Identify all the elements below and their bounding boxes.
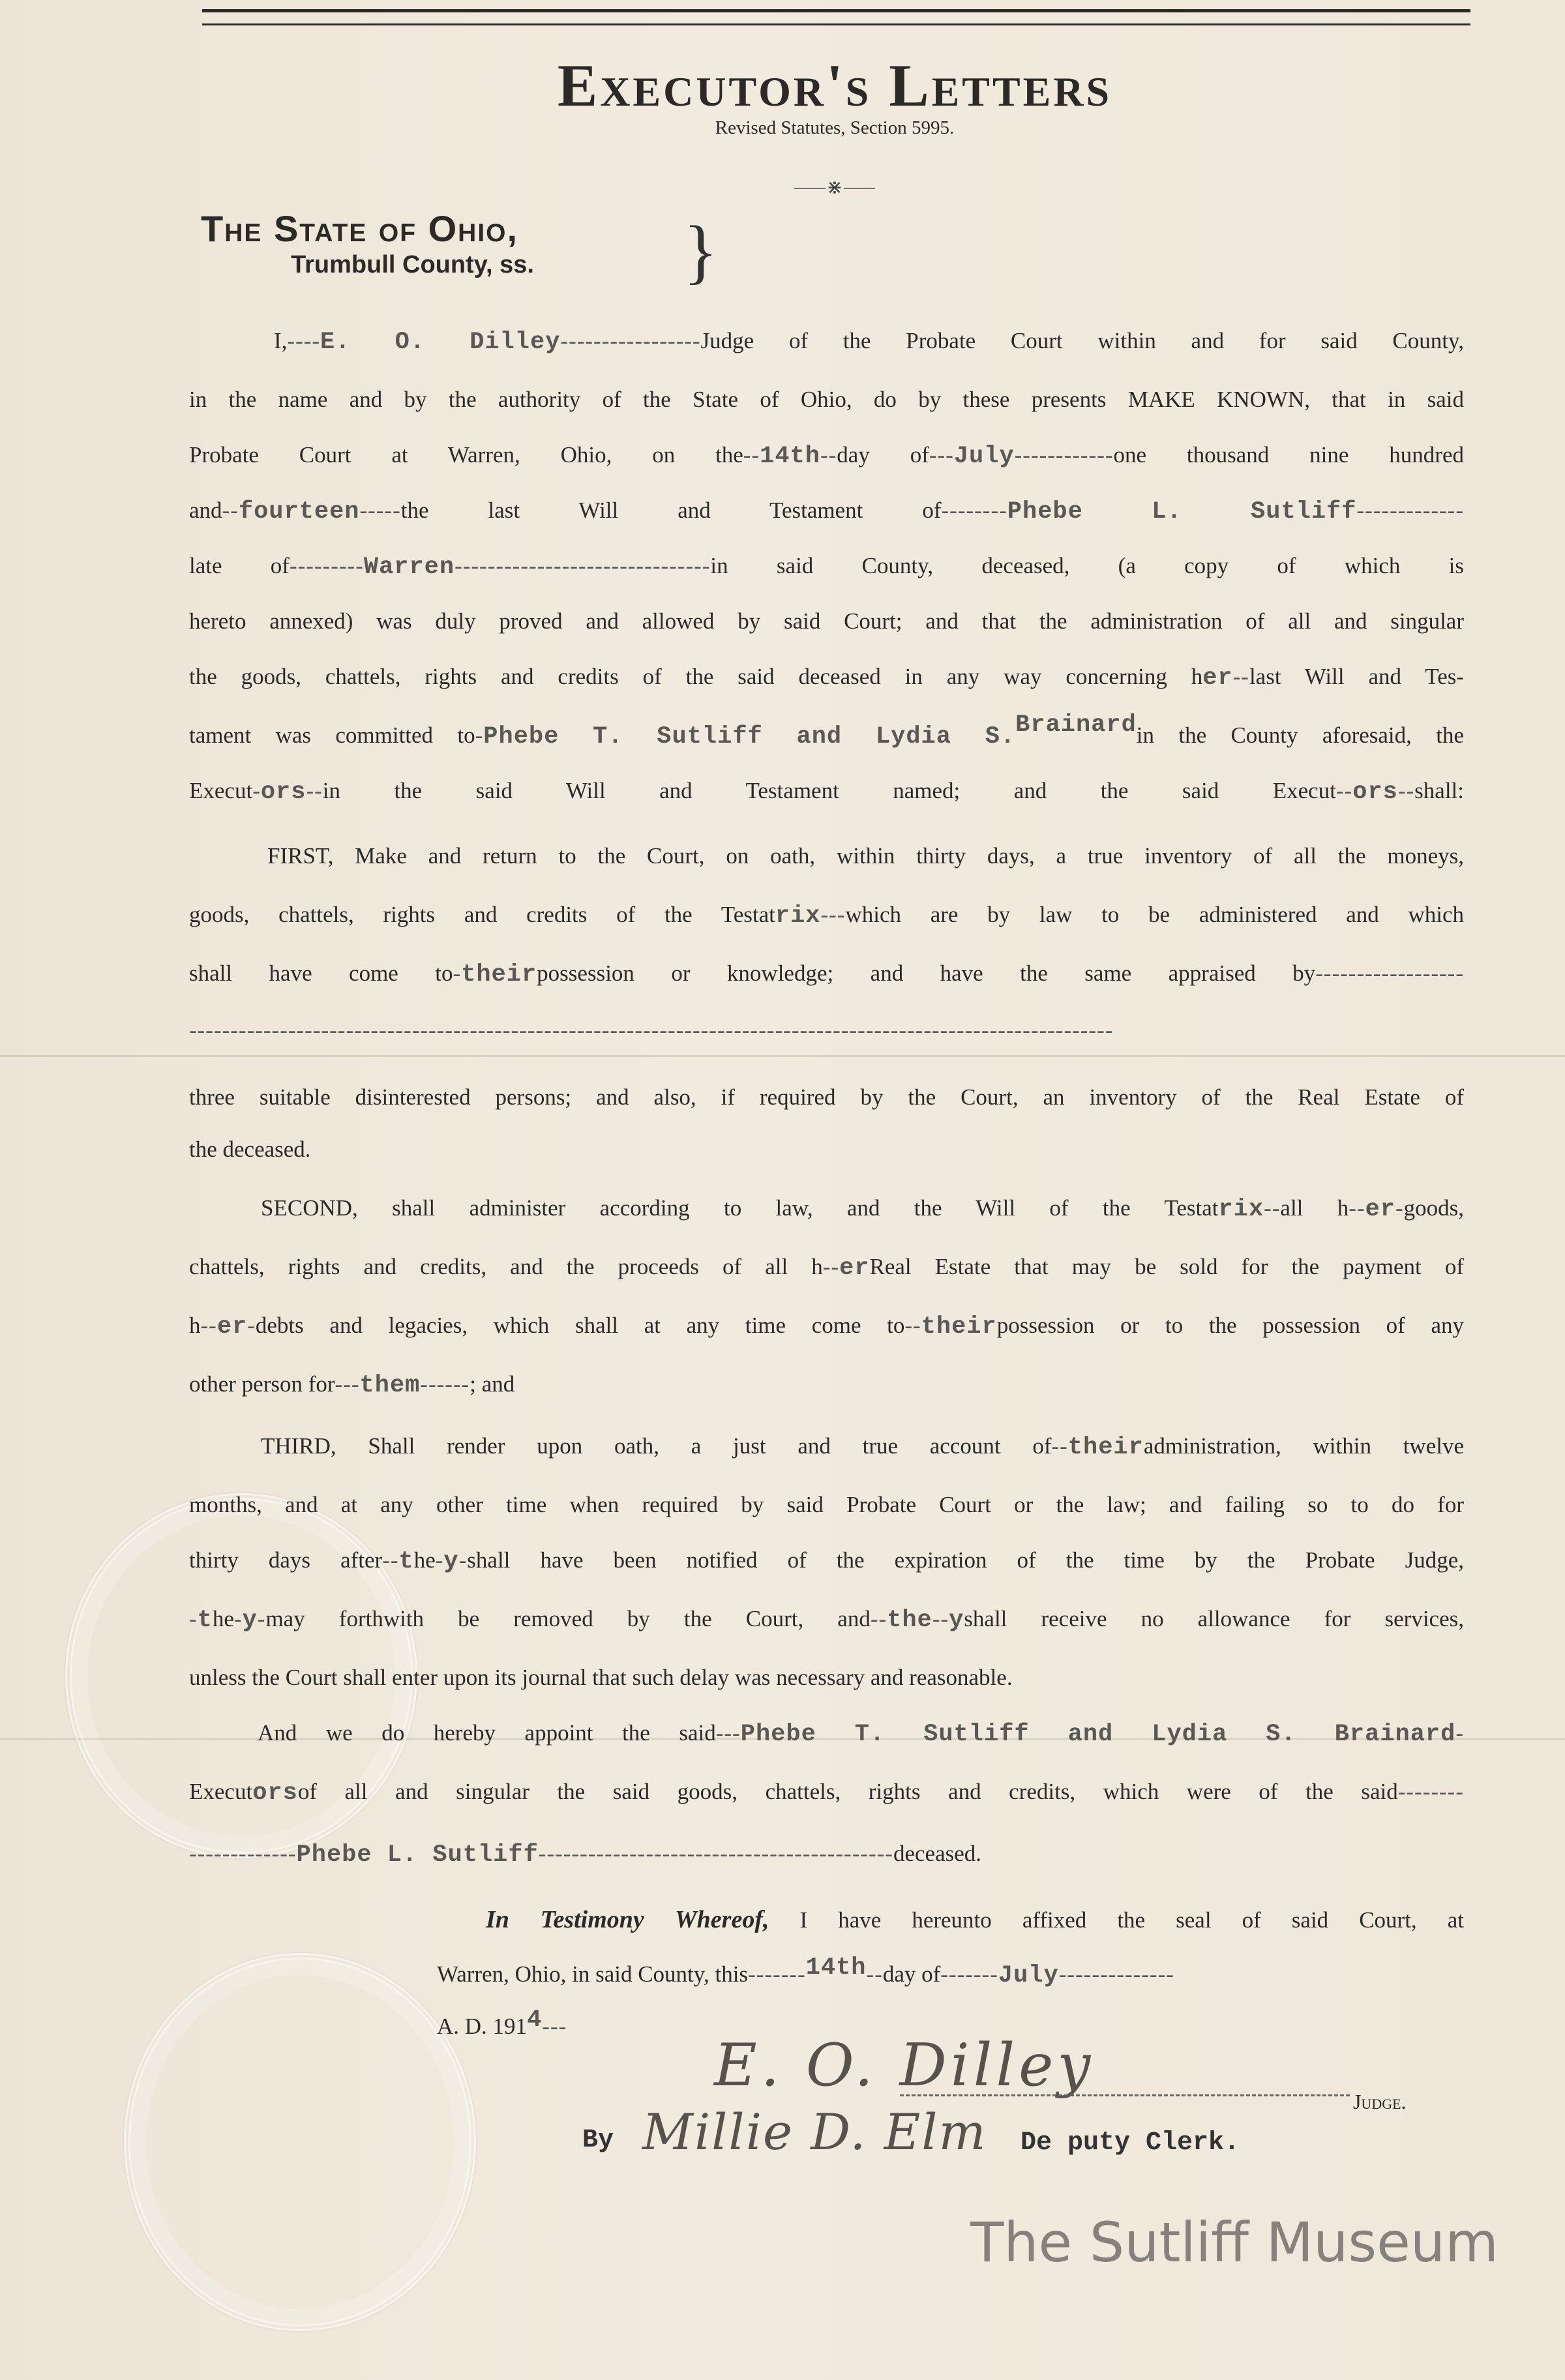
top-rule — [202, 9, 1470, 12]
body-line: Execut-ors--in the said Will and Testament named; and the said Execut--ors--shall: — [189, 778, 1464, 806]
judge-signature: E. O. Dilley — [714, 2031, 1095, 2100]
county-name: Trumbull County, ss. — [291, 251, 534, 278]
body-line: THIRD, Shall render upon oath, a just and true account of--theiradministration, within twelve — [261, 1433, 1464, 1461]
body-line: the goods, chattels, rights and credits of the said deceased in any way concerning her--last Will and Tes- — [189, 664, 1465, 692]
body-line: FIRST, Make and return to the Court, on oath, within thirty days, a true inventory of all the moneys, — [267, 843, 1464, 869]
body-line: tament was committed to-Phebe T. Sutliff and Lydia S.Brainardin the County aforesaid, the — [189, 711, 1464, 751]
body-line: h--er-debts and legacies, which shall at any time come to--theirpossession or to the possession of any — [189, 1313, 1464, 1341]
state-name: The State of Ohio, — [201, 208, 519, 249]
judge-signature-line — [900, 2094, 1350, 2096]
testimony-month-typed: July — [998, 1962, 1059, 1989]
body-line: the deceased. — [189, 1137, 311, 1162]
testimony-date-line: A. D. 1914--- — [437, 2006, 567, 2039]
deputy-clerk-label: De puty Clerk. — [1021, 2128, 1240, 2158]
body-line: and--fourteen-----the last Will and Testament of--------Phebe L. Sutliff------------- — [189, 498, 1464, 526]
year-typed: fourteen — [238, 498, 360, 526]
body-line: I,----E. O. Dilley-----------------Judge of the Probate Court within and for said County, — [274, 328, 1464, 356]
document-title: Executor's Letters — [557, 52, 1112, 119]
museum-watermark: The Sutliff Museum — [970, 2210, 1498, 2274]
by-label: By — [582, 2126, 614, 2155]
clerk-signature: Millie D. Elm — [642, 2103, 987, 2161]
deceased-name-typed: Phebe L. Sutliff — [296, 1841, 539, 1869]
judge-name-typed: E. O. Dilley — [320, 329, 561, 356]
testimony-line: In Testimony Whereof, I have hereunto affixed the seal of said Court, at — [486, 1906, 1464, 1933]
body-line: thirty days after--the-y-shall have been notified of the expiration of the time by the Probate Judge, — [189, 1547, 1464, 1575]
testator-typed: Phebe L. Sutliff — [1007, 498, 1357, 526]
residence-typed: Warren — [363, 554, 455, 581]
blank-dashed-line: ---------------------------------------------------------------------------------------------------------------- — [189, 1017, 1114, 1043]
body-line: SECOND, shall administer according to law, and the Will of the Testatrix--all h--er-goods, — [261, 1195, 1465, 1223]
top-rule-thin — [202, 23, 1470, 25]
body-line: other person for---them------; and — [189, 1371, 515, 1399]
body-line: months, and at any other time when required by said Probate Court or the law; and failing so to do for — [189, 1492, 1464, 1517]
body-line: goods, chattels, rights and credits of the Testatrix---which are by law to be administered and which — [189, 902, 1464, 930]
body-line: shall have come to-theirpossession or knowledge; and have the same appraised by------------------ — [189, 960, 1464, 989]
body-line: three suitable disinterested persons; and also, if required by the Court, an inventory of the Real Estate of — [189, 1084, 1464, 1110]
body-line: unless the Court shall enter upon its journal that such delay was necessary and reasonable. — [189, 1665, 1013, 1690]
month-typed: July — [953, 443, 1015, 470]
ornament-divider: ⸺⋇⸺ — [793, 177, 876, 198]
body-line: -the-y-may forthwith be removed by the Court, and--the--yshall receive no allowance for services, — [189, 1606, 1464, 1634]
statute-reference: Revised Statutes, Section 5995. — [715, 117, 955, 138]
day-typed: 14th — [760, 443, 820, 470]
fold-line — [0, 1055, 1565, 1057]
executors-typed: Phebe T. Sutliff and Lydia S. — [483, 723, 1016, 751]
court-seal-embossed-lower — [124, 1953, 476, 2331]
testimony-line: Warren, Ohio, in said County, this-------14th--day of-------July-------------- — [437, 1954, 1174, 1989]
body-line: Executorsof all and singular the said goods, chattels, rights and credits, which were of the said-------- — [189, 1779, 1464, 1807]
body-line: And we do hereby appoint the said---Phebe T. Sutliff and Lydia S. Brainard- — [258, 1720, 1464, 1748]
body-line: in the name and by the authority of the State of Ohio, do by these presents MAKE KNOWN, that in said — [189, 387, 1464, 412]
body-line: -------------Phebe L. Sutliff-------------------------------------------deceased. — [189, 1841, 982, 1869]
body-line: Probate Court at Warren, Ohio, on the--14th--day of---July------------one thousand nine hundred — [189, 442, 1464, 470]
body-line: hereto annexed) was duly proved and allowed by said Court; and that the administration of all and singular — [189, 608, 1464, 634]
brace-icon: } — [683, 211, 718, 291]
testimony-day-typed: 14th — [805, 1954, 867, 1982]
body-line: late of---------Warren-------------------------------in said County, deceased, (a copy of which is — [189, 553, 1464, 581]
judge-label: Judge. — [1353, 2090, 1407, 2113]
body-line: chattels, rights and credits, and the proceeds of all h--erReal Estate that may be sold for the payment of — [189, 1254, 1464, 1282]
appointed-executors-typed: Phebe T. Sutliff and Lydia S. Brainard — [740, 1721, 1456, 1748]
